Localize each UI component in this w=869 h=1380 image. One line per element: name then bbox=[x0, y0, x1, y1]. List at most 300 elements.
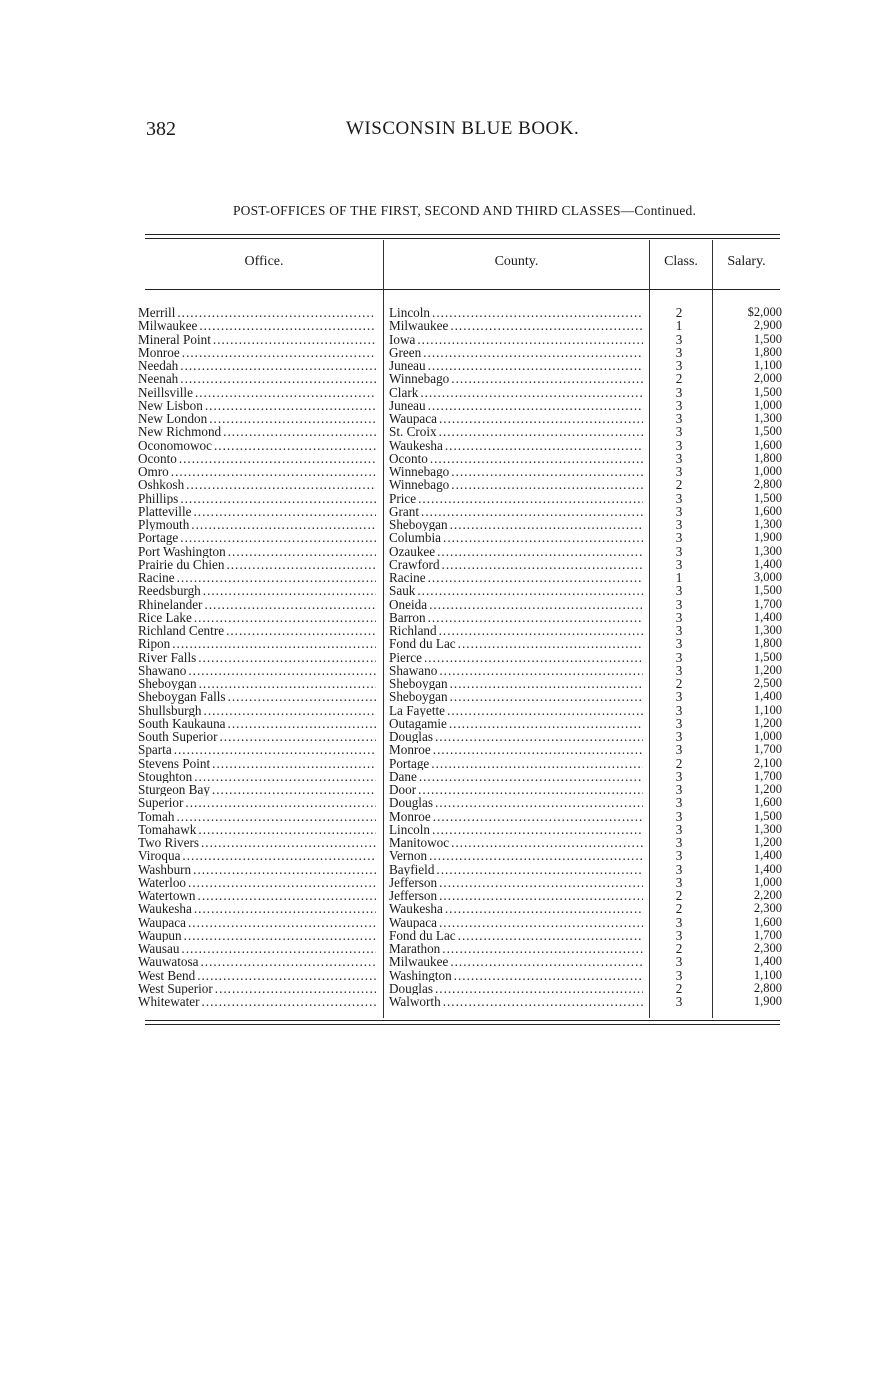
table-title: POST-OFFICES OF THE FIRST, SECOND AND THIRD CLASSES—Continued. bbox=[232, 203, 697, 218]
salary-cell: 1,200 bbox=[753, 836, 782, 849]
dot-leader bbox=[439, 412, 643, 425]
dot-leader bbox=[228, 545, 376, 558]
dot-leader bbox=[439, 876, 643, 889]
class-cell: 3 bbox=[675, 465, 683, 479]
salary-cell: 1,500 bbox=[753, 491, 782, 505]
dot-leader bbox=[194, 902, 376, 915]
county-cell bbox=[389, 876, 643, 889]
office-name: Plymouth bbox=[138, 518, 190, 532]
class-cell: 3 bbox=[675, 928, 683, 942]
dot-leader bbox=[435, 982, 643, 995]
county-name: Milwaukee bbox=[389, 319, 449, 333]
dot-leader bbox=[226, 624, 376, 637]
office-cell bbox=[138, 836, 376, 849]
dot-leader bbox=[439, 889, 643, 902]
class-cell: 2 bbox=[675, 372, 683, 386]
dot-leader bbox=[171, 465, 376, 478]
dot-leader bbox=[188, 876, 376, 889]
county-cell bbox=[389, 518, 643, 531]
county-name: Pierce bbox=[389, 650, 422, 664]
salary-cell: 2,800 bbox=[753, 981, 782, 995]
county-name: Sheboygan bbox=[389, 677, 448, 691]
salary-cell: 2,200 bbox=[753, 889, 782, 902]
office-name: Portage bbox=[138, 531, 179, 545]
county-cell bbox=[389, 757, 643, 770]
column-separator bbox=[712, 240, 713, 1018]
salary-column bbox=[728, 306, 782, 1008]
dot-leader bbox=[180, 372, 376, 385]
class-cell: 2 bbox=[675, 677, 683, 691]
class-cell: 3 bbox=[675, 504, 683, 518]
office-name: Waupaca bbox=[138, 915, 186, 929]
county-name: Winnebago bbox=[389, 372, 450, 386]
office-name: Oconto bbox=[138, 451, 177, 465]
class-cell: 2 bbox=[675, 756, 683, 770]
county-cell bbox=[389, 823, 643, 836]
dot-leader bbox=[424, 651, 643, 664]
county-cell bbox=[389, 916, 643, 929]
class-cell: 3 bbox=[675, 743, 683, 757]
dot-leader bbox=[450, 319, 643, 332]
office-name: Superior bbox=[138, 796, 184, 810]
column-separator bbox=[649, 240, 650, 1018]
dot-leader bbox=[212, 757, 376, 770]
county-name: Waukesha bbox=[389, 902, 443, 916]
office-cell bbox=[138, 492, 376, 505]
salary-cell: 1,300 bbox=[753, 544, 782, 558]
dot-leader bbox=[445, 439, 643, 452]
dot-leader bbox=[431, 757, 643, 770]
salary-cell: 1,500 bbox=[753, 584, 782, 598]
office-cell bbox=[138, 969, 376, 982]
salary-cell: 1,800 bbox=[753, 637, 782, 651]
county-name: Monroe bbox=[389, 743, 431, 757]
county-name: Waupaca bbox=[389, 412, 437, 426]
office-cell bbox=[138, 982, 376, 995]
county-cell bbox=[389, 624, 643, 637]
salary-cell: 1,300 bbox=[753, 624, 782, 637]
office-name: Two Rivers bbox=[138, 836, 199, 850]
class-cell: 3 bbox=[675, 425, 683, 439]
salary-cell: 1,800 bbox=[753, 345, 782, 359]
office-name: Stoughton bbox=[138, 769, 193, 783]
class-cell: 3 bbox=[675, 730, 683, 744]
county-cell bbox=[389, 478, 643, 491]
county-name: Racine bbox=[389, 571, 426, 585]
dot-leader bbox=[195, 386, 376, 399]
salary-cell: 1,400 bbox=[753, 557, 782, 571]
county-name: Lincoln bbox=[389, 822, 431, 836]
dot-leader bbox=[439, 425, 643, 438]
class-cell: 3 bbox=[675, 703, 683, 717]
county-name: Oconto bbox=[389, 451, 428, 465]
county-name: Bayfield bbox=[389, 862, 435, 876]
dot-leader bbox=[451, 836, 643, 849]
county-cell bbox=[389, 425, 643, 438]
county-name: Winnebago bbox=[389, 465, 450, 479]
office-cell bbox=[138, 518, 376, 531]
office-cell bbox=[138, 598, 376, 611]
dot-leader bbox=[450, 518, 643, 531]
office-name: Rice Lake bbox=[138, 610, 192, 624]
salary-cell: 1,600 bbox=[753, 915, 782, 929]
class-cell: 3 bbox=[675, 783, 683, 797]
county-cell bbox=[389, 452, 643, 465]
dot-leader bbox=[191, 518, 376, 531]
dot-leader bbox=[458, 637, 643, 650]
county-name: Jefferson bbox=[389, 889, 438, 903]
office-name: Sheboygan bbox=[138, 677, 197, 691]
salary-cell: 1,600 bbox=[753, 504, 782, 518]
dot-leader bbox=[437, 545, 643, 558]
salary-cell: 1,600 bbox=[753, 438, 782, 452]
county-cell bbox=[389, 982, 643, 995]
class-cell: 3 bbox=[675, 637, 683, 651]
office-name: Washburn bbox=[138, 862, 192, 876]
county-name: Grant bbox=[389, 504, 420, 518]
class-cell: 3 bbox=[675, 398, 683, 412]
office-name: River Falls bbox=[138, 650, 197, 664]
county-name: Outagamie bbox=[389, 716, 447, 730]
office-cell bbox=[138, 306, 376, 319]
dot-leader bbox=[202, 995, 376, 1008]
class-cell: 3 bbox=[675, 597, 683, 611]
salary-cell: 1,400 bbox=[753, 849, 782, 863]
header-bottom-rule bbox=[145, 289, 780, 290]
office-name: Waukesha bbox=[138, 902, 192, 916]
office-name: Shullsburgh bbox=[138, 703, 202, 717]
salary-cell: 1,500 bbox=[753, 385, 782, 399]
office-cell bbox=[138, 783, 376, 796]
dot-leader bbox=[204, 704, 376, 717]
class-cell: 3 bbox=[675, 862, 683, 876]
dot-leader bbox=[194, 611, 376, 624]
office-name: Racine bbox=[138, 571, 175, 585]
office-name: West Bend bbox=[138, 968, 196, 982]
dot-leader bbox=[185, 796, 376, 809]
county-cell bbox=[389, 306, 643, 319]
county-cell bbox=[389, 969, 643, 982]
county-cell bbox=[389, 439, 643, 452]
class-cell: 3 bbox=[675, 557, 683, 571]
salary-cell: 1,300 bbox=[753, 822, 782, 836]
county-cell bbox=[389, 386, 643, 399]
dot-leader bbox=[213, 333, 376, 346]
dot-leader bbox=[451, 372, 643, 385]
county-name: Fond du Lac bbox=[389, 928, 456, 942]
office-name: Sparta bbox=[138, 743, 172, 757]
county-cell bbox=[389, 558, 643, 571]
dot-leader bbox=[439, 624, 643, 637]
county-name: Vernon bbox=[389, 849, 428, 863]
class-cell: 3 bbox=[675, 995, 683, 1009]
dot-leader bbox=[205, 399, 376, 412]
class-cell: 3 bbox=[675, 836, 683, 850]
county-cell bbox=[389, 346, 643, 359]
dot-leader bbox=[200, 955, 376, 968]
county-column bbox=[389, 306, 643, 1008]
office-name: New Richmond bbox=[138, 425, 222, 439]
county-name: Monroe bbox=[389, 809, 431, 823]
dot-leader bbox=[428, 611, 643, 624]
county-cell bbox=[389, 783, 643, 796]
county-cell bbox=[389, 372, 643, 385]
salary-cell: 2,500 bbox=[753, 677, 782, 690]
office-cell bbox=[138, 333, 376, 346]
class-cell: 3 bbox=[675, 690, 683, 704]
county-cell bbox=[389, 929, 643, 942]
salary-cell: 1,300 bbox=[753, 518, 782, 531]
office-cell bbox=[138, 531, 376, 544]
salary-cell: 2,800 bbox=[753, 478, 782, 492]
dot-leader bbox=[182, 346, 376, 359]
dot-leader bbox=[172, 637, 376, 650]
dot-leader bbox=[442, 942, 643, 955]
county-name: Door bbox=[389, 783, 417, 797]
dot-leader bbox=[447, 704, 643, 717]
salary-cell: 1,500 bbox=[753, 650, 782, 664]
county-cell bbox=[389, 611, 643, 624]
office-cell bbox=[138, 664, 376, 677]
office-name: Needah bbox=[138, 359, 179, 373]
dot-leader bbox=[433, 810, 643, 823]
salary-cell: 1,500 bbox=[753, 809, 782, 823]
office-cell bbox=[138, 478, 376, 491]
office-cell bbox=[138, 757, 376, 770]
salary-cell: 1,700 bbox=[753, 743, 782, 757]
office-cell bbox=[138, 319, 376, 332]
office-cell bbox=[138, 690, 376, 703]
county-name: Marathon bbox=[389, 942, 441, 956]
county-name: Douglas bbox=[389, 981, 433, 995]
dot-leader bbox=[177, 571, 376, 584]
dot-leader bbox=[449, 717, 643, 730]
office-cell bbox=[138, 558, 376, 571]
dot-leader bbox=[432, 823, 643, 836]
office-cell bbox=[138, 916, 376, 929]
office-cell bbox=[138, 399, 376, 412]
class-cell: 3 bbox=[675, 769, 683, 783]
salary-cell: 1,000 bbox=[753, 730, 782, 743]
office-name: Mineral Point bbox=[138, 332, 211, 346]
county-name: Lincoln bbox=[389, 306, 431, 320]
county-name: Juneau bbox=[389, 359, 426, 373]
dot-leader bbox=[443, 995, 643, 1008]
county-cell bbox=[389, 571, 643, 584]
dot-leader bbox=[188, 664, 376, 677]
class-cell: 3 bbox=[675, 955, 683, 969]
county-name: Columbia bbox=[389, 531, 442, 545]
dot-leader bbox=[451, 478, 643, 491]
salary-cell: 1,900 bbox=[753, 995, 782, 1008]
office-name: Neenah bbox=[138, 372, 179, 386]
county-cell bbox=[389, 412, 643, 425]
class-cell: 3 bbox=[675, 332, 683, 346]
county-cell bbox=[389, 995, 643, 1008]
table-top-rule bbox=[145, 234, 780, 235]
county-cell bbox=[389, 637, 643, 650]
table-bottom-rule bbox=[145, 1020, 780, 1021]
dot-leader bbox=[423, 346, 643, 359]
salary-cell: 3,000 bbox=[753, 571, 782, 584]
county-cell bbox=[389, 849, 643, 862]
class-cell: 2 bbox=[675, 478, 683, 492]
office-cell bbox=[138, 704, 376, 717]
class-cell: 1 bbox=[675, 571, 683, 585]
dot-leader bbox=[228, 717, 376, 730]
column-header-office: Office. bbox=[244, 254, 284, 269]
office-name: Oconomowoc bbox=[138, 438, 212, 452]
salary-cell: 1,500 bbox=[753, 332, 782, 346]
county-cell bbox=[389, 717, 643, 730]
dot-leader bbox=[209, 412, 376, 425]
county-cell bbox=[389, 505, 643, 518]
office-cell bbox=[138, 452, 376, 465]
class-cell: 3 bbox=[675, 875, 683, 889]
dot-leader bbox=[181, 942, 376, 955]
office-name: Wausau bbox=[138, 942, 180, 956]
dot-leader bbox=[180, 359, 376, 372]
class-cell: 3 bbox=[675, 385, 683, 399]
class-cell: 3 bbox=[675, 849, 683, 863]
county-name: Waupaca bbox=[389, 915, 437, 929]
office-name: Port Washington bbox=[138, 544, 226, 558]
office-cell bbox=[138, 770, 376, 783]
class-column bbox=[656, 306, 702, 1008]
dot-leader bbox=[198, 889, 376, 902]
office-cell bbox=[138, 810, 376, 823]
county-name: Douglas bbox=[389, 730, 433, 744]
class-cell: 3 bbox=[675, 584, 683, 598]
column-header-class: Class. bbox=[664, 254, 698, 269]
office-cell bbox=[138, 545, 376, 558]
office-name: Ripon bbox=[138, 637, 171, 651]
class-cell: 3 bbox=[675, 663, 683, 677]
dot-leader bbox=[417, 584, 643, 597]
dot-leader bbox=[435, 796, 643, 809]
dot-leader bbox=[197, 969, 376, 982]
county-name: Sheboygan bbox=[389, 518, 448, 532]
county-cell bbox=[389, 531, 643, 544]
county-name: Fond du Lac bbox=[389, 637, 456, 651]
salary-cell: 1,100 bbox=[753, 359, 782, 372]
dot-leader bbox=[182, 849, 376, 862]
dot-leader bbox=[201, 836, 376, 849]
dot-leader bbox=[445, 902, 643, 915]
class-cell: 2 bbox=[675, 306, 683, 320]
class-cell: 3 bbox=[675, 809, 683, 823]
office-cell bbox=[138, 624, 376, 637]
office-cell bbox=[138, 823, 376, 836]
dot-leader bbox=[220, 730, 377, 743]
county-name: Iowa bbox=[389, 332, 416, 346]
office-cell bbox=[138, 677, 376, 690]
office-name: Monroe bbox=[138, 345, 180, 359]
class-cell: 3 bbox=[675, 412, 683, 426]
dot-leader bbox=[428, 399, 643, 412]
salary-cell: 1,800 bbox=[753, 451, 782, 465]
office-cell bbox=[138, 346, 376, 359]
county-cell bbox=[389, 545, 643, 558]
dot-leader bbox=[450, 955, 643, 968]
dot-leader bbox=[180, 492, 376, 505]
dot-leader bbox=[428, 359, 643, 372]
office-cell bbox=[138, 995, 376, 1008]
office-name: New London bbox=[138, 412, 208, 426]
county-cell bbox=[389, 598, 643, 611]
county-cell bbox=[389, 810, 643, 823]
dot-leader bbox=[432, 306, 643, 319]
county-cell bbox=[389, 333, 643, 346]
salary-cell: 1,000 bbox=[753, 465, 782, 478]
dot-leader bbox=[204, 598, 376, 611]
salary-cell: 1,700 bbox=[753, 597, 782, 611]
office-cell bbox=[138, 863, 376, 876]
county-name: Dane bbox=[389, 769, 417, 783]
class-cell: 3 bbox=[675, 796, 683, 810]
class-cell: 3 bbox=[675, 531, 683, 545]
county-cell bbox=[389, 677, 643, 690]
county-cell bbox=[389, 664, 643, 677]
dot-leader bbox=[418, 783, 643, 796]
county-cell bbox=[389, 319, 643, 332]
office-cell bbox=[138, 651, 376, 664]
county-cell bbox=[389, 743, 643, 756]
office-name: South Kaukauna bbox=[138, 716, 226, 730]
salary-cell: $2,000 bbox=[747, 306, 782, 319]
office-cell bbox=[138, 717, 376, 730]
salary-cell: 1,200 bbox=[753, 663, 782, 677]
dot-leader bbox=[430, 452, 643, 465]
county-name: Washington bbox=[389, 968, 452, 982]
county-name: Winnebago bbox=[389, 478, 450, 492]
salary-cell: 1,100 bbox=[753, 968, 782, 982]
office-name: Prairie du Chien bbox=[138, 557, 225, 571]
dot-leader bbox=[174, 743, 376, 756]
county-cell bbox=[389, 889, 643, 902]
county-cell bbox=[389, 863, 643, 876]
dot-leader bbox=[215, 982, 376, 995]
table-top-rule-2 bbox=[145, 238, 780, 239]
county-name: Clark bbox=[389, 385, 419, 399]
salary-cell: 1,500 bbox=[753, 425, 782, 439]
dot-leader bbox=[198, 823, 376, 836]
dot-leader bbox=[179, 452, 376, 465]
office-cell bbox=[138, 637, 376, 650]
dot-leader bbox=[421, 505, 643, 518]
office-name: Merrill bbox=[138, 306, 176, 320]
dot-leader bbox=[442, 558, 643, 571]
salary-cell: 1,200 bbox=[753, 716, 782, 730]
salary-cell: 1,200 bbox=[753, 783, 782, 796]
office-name: Sheboygan Falls bbox=[138, 690, 226, 704]
county-name: Crawford bbox=[389, 557, 440, 571]
dot-leader bbox=[184, 929, 376, 942]
dot-leader bbox=[212, 783, 376, 796]
dot-leader bbox=[198, 651, 376, 664]
county-name: Milwaukee bbox=[389, 955, 449, 969]
dot-leader bbox=[193, 863, 376, 876]
page-number: 382 bbox=[146, 118, 176, 140]
dot-leader bbox=[203, 584, 376, 597]
salary-cell: 2,900 bbox=[753, 319, 782, 333]
office-name: Wauwatosa bbox=[138, 955, 199, 969]
office-cell bbox=[138, 571, 376, 584]
office-cell bbox=[138, 902, 376, 915]
dot-leader bbox=[450, 690, 643, 703]
office-name: New Lisbon bbox=[138, 398, 203, 412]
office-cell bbox=[138, 359, 376, 372]
